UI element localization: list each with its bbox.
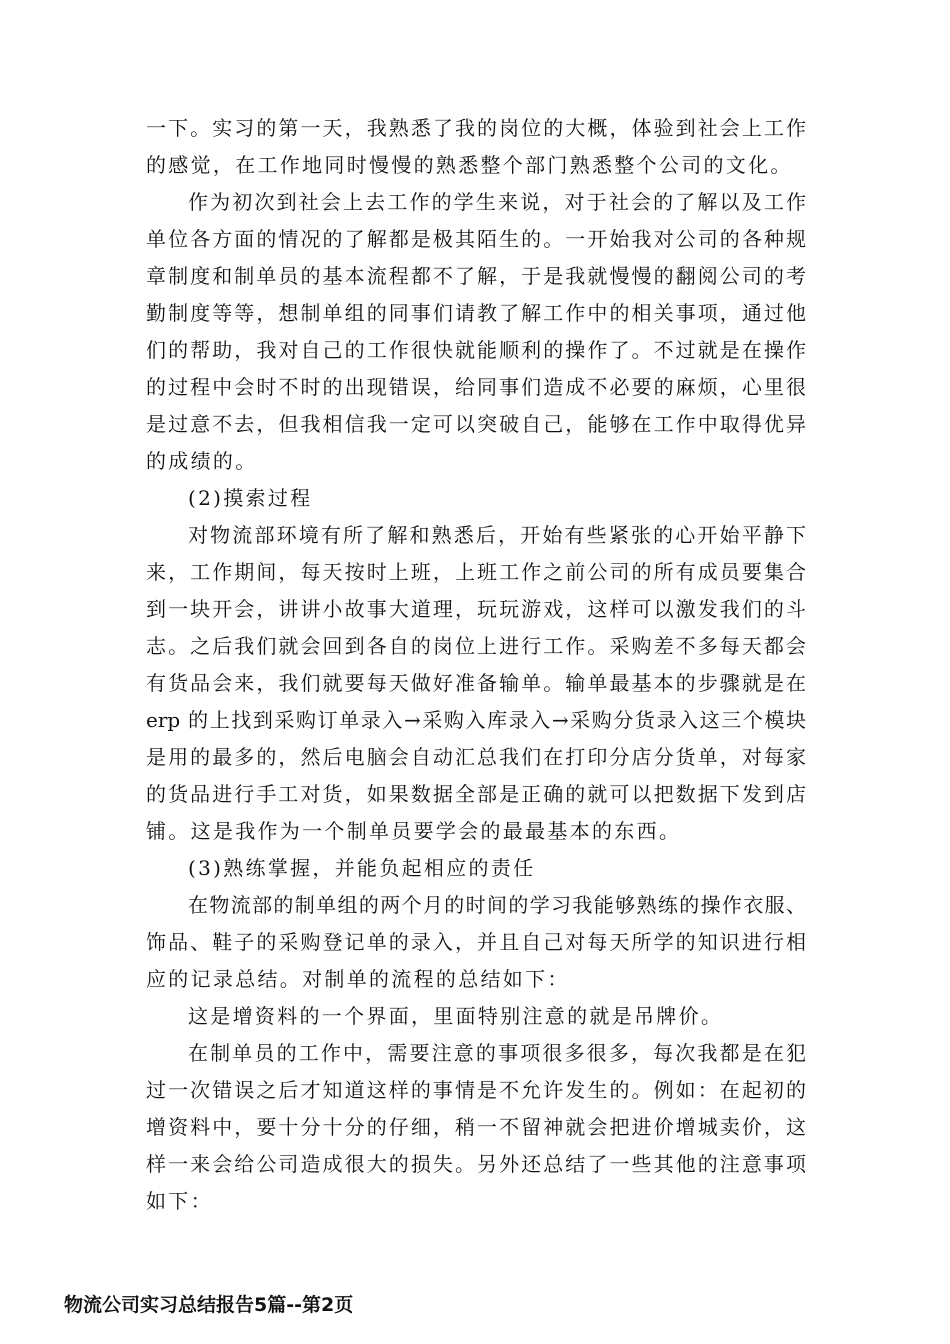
text-line: 志。之后我们就会回到各自的岗位上进行工作。采购差不多每天都会 — [146, 634, 806, 658]
text-line: 应的记录总结。对制单的流程的总结如下： — [146, 967, 570, 991]
text-line: 们的帮助，我对自己的工作很快就能顺利的操作了。不过就是在操作 — [146, 338, 806, 362]
text-line: 的过程中会时不时的出现错误，给同事们造成不必要的麻烦，心里很 — [146, 375, 806, 399]
text-line: 单位各方面的情况的了解都是极其陌生的。一开始我对公司的各种规 — [146, 227, 806, 251]
text-line: 过一次错误之后才知道这样的事情是不允许发生的。例如：在起初的 — [146, 1078, 806, 1102]
section-heading: (3)熟练掌握，并能负起相应的责任 — [188, 856, 536, 880]
text-line: 作为初次到社会上去工作的学生来说，对于社会的了解以及工作 — [188, 190, 806, 214]
text-line: 到一块开会，讲讲小故事大道理，玩玩游戏，这样可以激发我们的斗 — [146, 597, 806, 621]
text-line: 样一来会给公司造成很大的损失。另外还总结了一些其他的注意事项 — [146, 1152, 806, 1176]
text-line: 一下。实习的第一天，我熟悉了我的岗位的大概，体验到社会上工作 — [146, 116, 806, 140]
section-heading: (2)摸索过程 — [188, 486, 313, 510]
text-line: 有货品会来，我们就要每天做好准备输单。输单最基本的步骤就是在 — [146, 671, 806, 695]
text-line: 铺。这是我作为一个制单员要学会的最最基本的东西。 — [146, 819, 682, 843]
text-line: erp 的上找到采购订单录入→采购入库录入→采购分货录入这三个模块 — [146, 708, 806, 732]
document-body — [146, 110, 806, 1220]
text-line: 的感觉，在工作地同时慢慢的熟悉整个部门熟悉整个公司的文化。 — [146, 153, 793, 177]
text-line: 在物流部的制单组的两个月的时间的学习我能够熟练的操作衣服、 — [188, 893, 806, 917]
text-line: 如下： — [146, 1189, 213, 1213]
text-line: 这是增资料的一个界面，里面特别注意的就是吊牌价。 — [188, 1004, 724, 1028]
text-line: 勤制度等等，想制单组的同事们请教了解工作中的相关事项，通过他 — [146, 301, 806, 325]
text-line: 是用的最多的，然后电脑会自动汇总我们在打印分店分货单，对每家 — [146, 745, 806, 769]
text-line: 章制度和制单员的基本流程都不了解，于是我就慢慢的翻阅公司的考 — [146, 264, 806, 288]
page-footer: 物流公司实习总结报告5篇--第2页 — [64, 1294, 354, 1316]
text-line: 饰品、鞋子的采购登记单的录入，并且自己对每天所学的知识进行相 — [146, 930, 806, 954]
text-line: 对物流部环境有所了解和熟悉后，开始有些紧张的心开始平静下 — [188, 523, 806, 547]
text-line: 的成绩的。 — [146, 449, 258, 473]
text-line: 增资料中，要十分十分的仔细，稍一不留神就会把进价增城卖价，这 — [146, 1115, 806, 1139]
text-line: 的货品进行手工对货，如果数据全部是正确的就可以把数据下发到店 — [146, 782, 806, 806]
text-line: 在制单员的工作中，需要注意的事项很多很多，每次我都是在犯 — [188, 1041, 806, 1065]
text-line: 来，工作期间，每天按时上班，上班工作之前公司的所有成员要集合 — [146, 560, 806, 584]
text-line: 是过意不去，但我相信我一定可以突破自己，能够在工作中取得优异 — [146, 412, 806, 436]
